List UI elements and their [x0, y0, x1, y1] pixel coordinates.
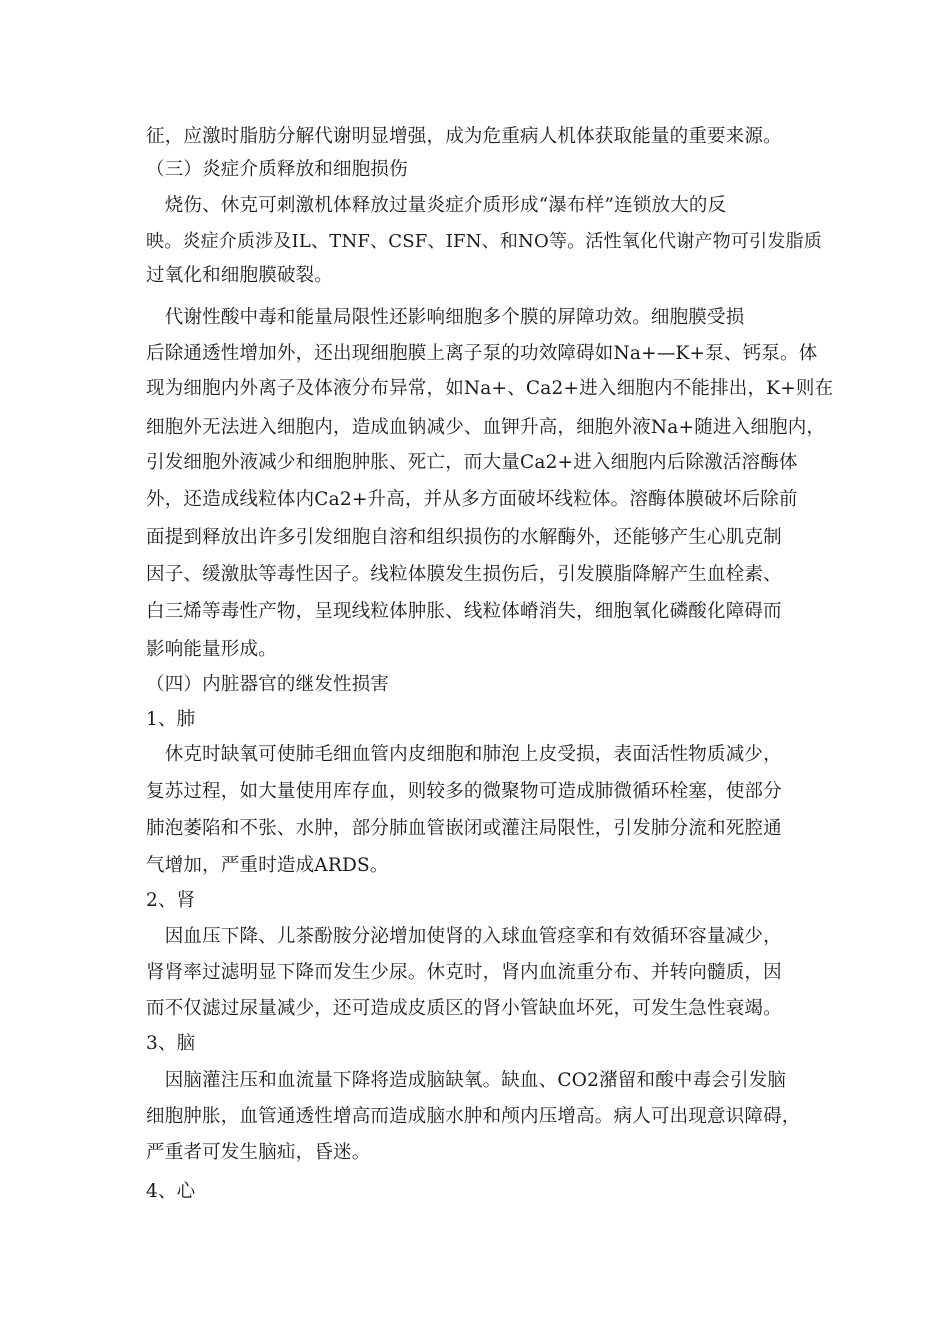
text-line: 细胞肿胀，血管通透性增高而造成脑水肿和颅内压增高。病人可出现意识障碍，: [146, 1106, 801, 1127]
text-line: 外，还造成线粒体内Ca2+升高，并从多方面破坏线粒体。溶酶体膜破坏后除前: [146, 489, 798, 510]
subheading: 2、肾: [146, 890, 196, 911]
text-line: 映。炎症介质涉及IL、TNF、CSF、IFN、和NO等。活性氧化代谢产物可引发脂质: [146, 231, 822, 252]
text-line: 代谢性酸中毒和能量局限性还影响细胞多个膜的屏障功效。细胞膜受损: [146, 307, 745, 328]
text-line: 严重者可发生脑疝，昏迷。: [146, 1142, 371, 1163]
section-heading: （三）炎症介质释放和细胞损伤: [146, 159, 408, 180]
text-line: 现为细胞内外离子及体液分布异常，如Na+、Ca2+进入细胞内不能排出，K+则在: [146, 378, 834, 399]
text-line: 休克时缺氧可使肺毛细血管内皮细胞和肺泡上皮受损，表面活性物质减少，: [146, 744, 782, 765]
text-line: 因脑灌注压和血流量下降将造成脑缺氧。缺血、CO2潴留和酸中毒会引发脑: [146, 1070, 787, 1091]
text-line: 白三烯等毒性产物，呈现线粒体肿胀、线粒体嵴消失，细胞氧化磷酸化障碍而: [146, 601, 782, 622]
text-line: 烧伤、休克可刺激机体释放过量炎症介质形成“瀑布样”连锁放大的反: [146, 195, 727, 216]
text-line: 影响能量形成。: [146, 639, 277, 660]
text-line: 因子、缓激肽等毒性因子。线粒体膜发生损伤后，引发膜脂降解产生血栓素、: [146, 564, 782, 585]
text-line: 面提到释放出许多引发细胞自溶和组织损伤的水解酶外，还能够产生心肌克制: [146, 527, 782, 548]
text-line: 引发细胞外液减少和细胞肿胀、死亡，而大量Ca2+进入细胞内后除激活溶酶体: [146, 452, 798, 473]
subheading: 3、脑: [146, 1033, 196, 1054]
text-line: 因血压下降、儿茶酚胺分泌增加使肾的入球血管痉挛和有效循环容量减少，: [146, 926, 782, 947]
subheading: 4、心: [146, 1181, 196, 1202]
text-line: 而不仅滤过尿量减少，还可造成皮质区的肾小管缺血坏死，可发生急性衰竭。: [146, 998, 782, 1019]
text-line: 过氧化和细胞膜破裂。: [146, 265, 334, 286]
text-line: 征，应激时脂肪分解代谢明显增强，成为危重病人机体获取能量的重要来源。: [146, 126, 782, 147]
text-line: 肺泡萎陷和不张、水肿，部分肺血管嵌闭或灌注局限性，引发肺分流和死腔通: [146, 818, 782, 839]
text-line: 复苏过程，如大量使用库存血，则较多的微聚物可造成肺微循环栓塞，使部分: [146, 781, 782, 802]
text-line: 肾肾率过滤明显下降而发生少尿。休克时，肾内血流重分布、并转向髓质，因: [146, 962, 782, 983]
text-line: 细胞外无法进入细胞内，造成血钠减少、血钾升高，细胞外液Na+随进入细胞内，: [146, 417, 826, 438]
section-heading: （四）内脏器官的继发性损害: [146, 674, 390, 695]
text-line: 气增加，严重时造成ARDS。: [146, 855, 389, 876]
text-line: 后除通透性增加外，还出现细胞膜上离子泵的功效障碍如Na+—K+泵、钙泵。体: [146, 343, 818, 364]
subheading: 1、肺: [146, 709, 196, 730]
